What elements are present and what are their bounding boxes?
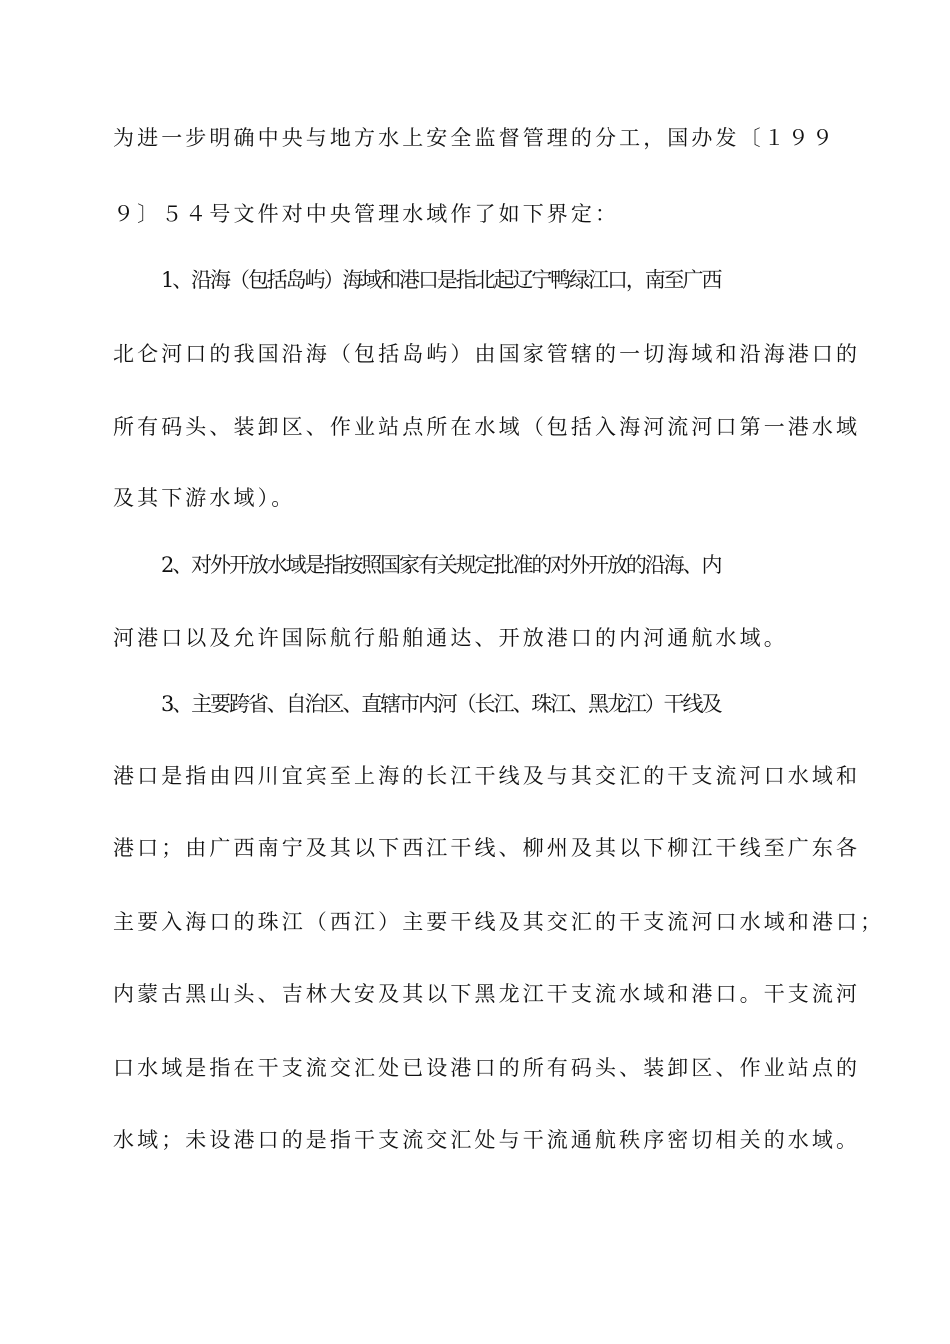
text-line: 水域；未设港口的是指干支流交汇处与干流通航秩序密切相关的水域。	[113, 1128, 861, 1152]
text-line: 及其下游水域）。	[113, 486, 296, 510]
paragraph-1-start: 1、沿海（包括岛屿）海域和港口是指北起辽宁鸭绿江口，南至广西	[161, 268, 721, 292]
paragraph-3-start: 3、主要跨省、自治区、直辖市内河（长江、珠江、黑龙江）干线及	[161, 692, 721, 716]
text-line: 港口；由广西南宁及其以下西江干线、柳州及其以下柳江干线至广东各	[113, 836, 861, 860]
text-line: 口水域是指在干支流交汇处已设港口的所有码头、装卸区、作业站点的	[113, 1056, 861, 1080]
text-line: 港口是指由四川宜宾至上海的长江干线及与其交汇的干支流河口水域和	[113, 764, 861, 788]
text-line: 主要入海口的珠江（西江）主要干线及其交汇的干支流河口水域和港口；	[113, 910, 885, 934]
text-line: 为进一步明确中央与地方水上安全监督管理的分工，国办发〔１９９	[113, 126, 836, 150]
text-line: 北仑河口的我国沿海（包括岛屿）由国家管辖的一切海域和沿海港口的	[113, 342, 861, 366]
paragraph-2-start: 2、对外开放水域是指按照国家有关规定批准的对外开放的沿海、内	[161, 553, 721, 577]
text-line: 内蒙古黑山头、吉林大安及其以下黑龙江干支流水域和港口。干支流河	[113, 982, 861, 1006]
text-line: 河港口以及允许国际航行船舶通达、开放港口的内河通航水域。	[113, 626, 788, 650]
text-line: ９〕５４号文件对中央管理水域作了如下界定：	[113, 202, 620, 226]
text-line: 所有码头、装卸区、作业站点所在水域（包括入海河流河口第一港水域	[113, 415, 861, 439]
